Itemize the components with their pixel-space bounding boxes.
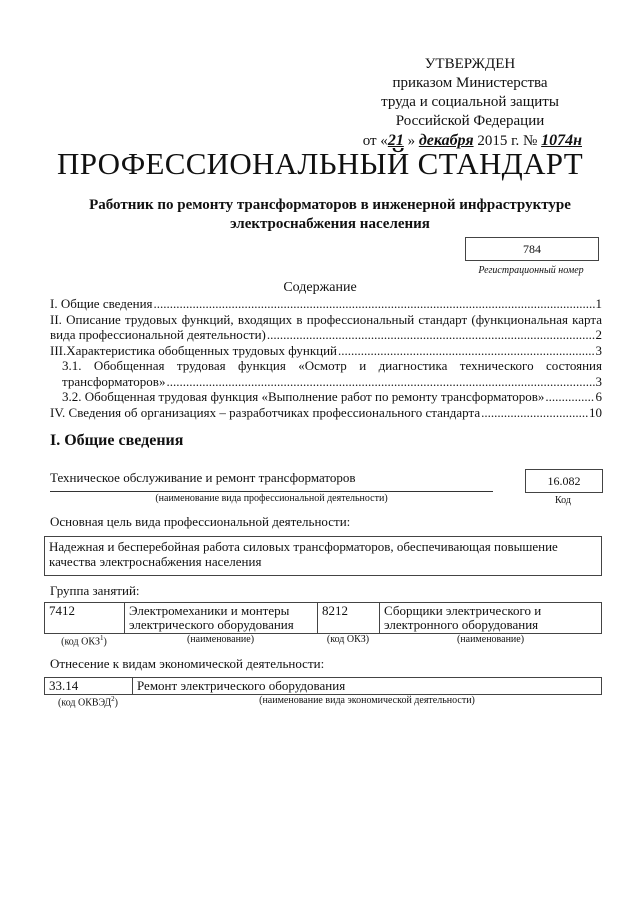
approval-day: 21	[387, 132, 404, 149]
table-of-contents	[50, 296, 602, 420]
group-caption-code-2: (код ОКЗ)	[326, 634, 370, 645]
okved-table	[44, 677, 602, 695]
group-code-1: 7412	[45, 603, 125, 634]
okved-name: Ремонт электрического оборудования	[133, 678, 602, 695]
table-row	[45, 678, 602, 695]
approval-month: декабря	[418, 132, 474, 149]
code-label: Код	[555, 495, 571, 506]
goal-label: Основная цель вида профессиональной деятельности:	[50, 514, 351, 529]
approval-date: от «21 » декабря 2015 г. № 1074н	[362, 132, 582, 149]
toc-item-line[interactable]: II. Описание трудовых функций, входящих в профессиональный стандарт (функциональная карта	[50, 311, 602, 327]
okved-caption-name: (наименование вида экономической деятельности)	[259, 695, 475, 706]
toc-title: Содержание	[283, 280, 357, 295]
group-caption-code: (код ОКЗ$^1$)	[61, 634, 107, 648]
group-name-2: Сборщики электрического и электронного оборудования	[380, 603, 602, 634]
registration-label: Регистрационный номер	[478, 265, 584, 276]
group-caption-name: (наименование)	[186, 634, 255, 645]
activity-code: 16.082	[525, 469, 603, 493]
approval-number: 1074н	[541, 132, 582, 149]
document-subtitle: Работник по ремонту трансформаторов в инженерной инфраструктуре электроснабжения населения	[89, 197, 571, 232]
group-code-2: 8212	[318, 603, 380, 634]
group-name-1: Электромеханики и монтеры электрического оборудования	[125, 603, 318, 634]
toc-item[interactable]: вида профессиональной деятельности) ..... 2	[50, 327, 602, 343]
toc-item[interactable]: 3.2. Обобщенная трудовая функция «Выполнение работ по ремонту трансформаторов» ..... 6	[50, 389, 602, 405]
group-caption-name-2: (наименование)	[456, 634, 525, 645]
toc-item-line[interactable]: 3.1. Обобщенная трудовая функция «Осмотр и диагностика технического состояния	[62, 358, 602, 373]
approval-block	[340, 55, 600, 151]
toc-item[interactable]: IV. Сведения об организациях – разработчиках профессионального стандарта ..... 10	[50, 405, 602, 421]
group-label: Группа занятий:	[50, 583, 140, 598]
toc-item[interactable]: трансформаторов» ..... 3	[50, 374, 602, 390]
okved-label: Отнесение к видам экономической деятельности:	[50, 656, 325, 671]
goal-text: Надежная и бесперебойная работа силовых трансформаторов, обеспечивающая повышение качества электроснабжения населения	[44, 536, 602, 576]
approval-ministry: труда и социальной защиты	[381, 94, 559, 110]
activity-name: Техническое обслуживание и ремонт трансформаторов	[50, 470, 356, 485]
activity-underline	[50, 491, 493, 492]
activity-caption: (наименование вида профессиональной деятельности)	[155, 493, 388, 504]
occupation-group-table	[44, 602, 602, 634]
toc-item[interactable]: III.Характеристика обобщенных трудовых функций ..... 3	[50, 343, 602, 359]
okved-caption-code: (код ОКВЭД$^2$)	[58, 695, 118, 709]
okved-code: 33.14	[45, 678, 133, 695]
table-row	[45, 603, 602, 634]
document-title: ПРОФЕССИОНАЛЬНЫЙ СТАНДАРТ	[57, 146, 583, 181]
approval-country: Российской Федерации	[395, 113, 545, 129]
registration-number: 784	[465, 237, 599, 261]
section-heading: I. Общие сведения	[50, 432, 184, 449]
toc-item[interactable]: I. Общие сведения ..... 1	[50, 296, 602, 312]
approval-title: УТВЕРЖДЕН	[424, 56, 516, 72]
approval-order: приказом Министерства	[392, 75, 548, 91]
